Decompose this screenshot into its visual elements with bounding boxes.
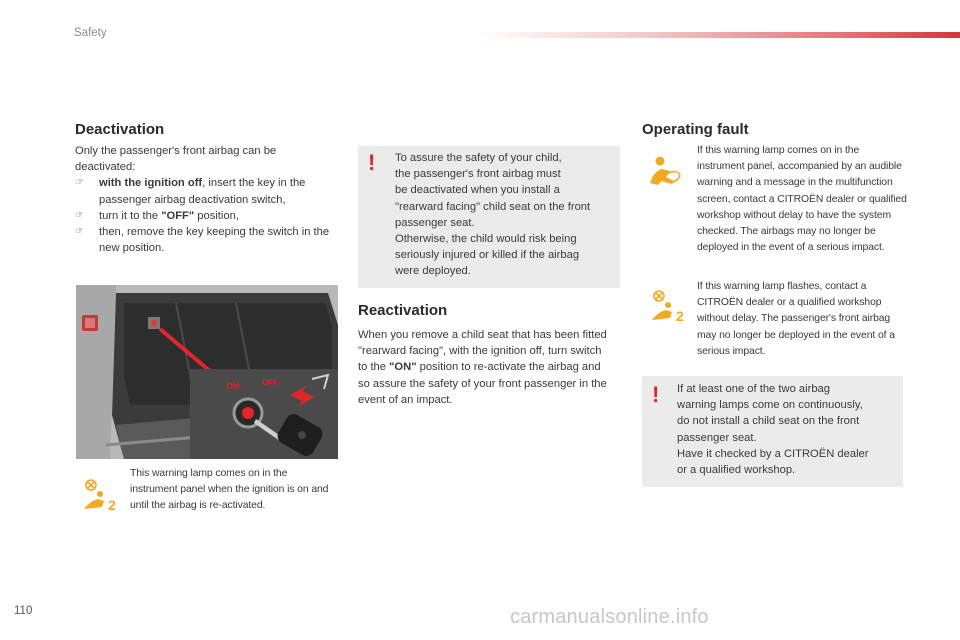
reactivation-body: When you remove a child seat that has been fitted "rearward facing", with the ignition off, turn switch to the "ON" position to re-activate the airbag and so assure the safety of your front passenger in the event of an impact. — [358, 329, 607, 406]
fault-lamp-note-2: If this warning lamp flashes, contact a CITROËN dealer or a qualified workshop without delay. The passenger's front airbag may no longer be deployed in the event of a serious impact. — [697, 281, 895, 357]
pointing-hand-icon: ☞ — [75, 209, 84, 221]
header-accent-bar — [478, 32, 960, 38]
svg-text:2: 2 — [676, 308, 684, 324]
airbag-off-warning-lamp-icon — [80, 479, 122, 513]
section-header: Safety — [74, 27, 107, 39]
pointing-hand-icon: ☞ — [75, 177, 84, 189]
fault-warning-text: If at least one of the two airbag warning lamps come on continuously, do not install a child seat on the front passenger seat. Have it checked by a CITROËN dealer or a qualified workshop. — [677, 383, 869, 477]
page-number: 110 — [14, 605, 33, 617]
airbag-off-warning-lamp-flashing-icon — [648, 290, 690, 324]
deactivation-intro: Only the passenger's front airbag can be deactivated: — [75, 145, 277, 174]
fault-warning-box — [642, 376, 903, 487]
watermark: carmanualsonline.info — [510, 606, 709, 628]
airbag-switch-illustration — [76, 285, 338, 459]
operating-fault-title: Operating fault — [642, 121, 749, 138]
deactivation-body — [75, 143, 337, 256]
deactivation-step-1: ☞ with the ignition off, insert the key in the passenger airbag deactivation switch, — [75, 177, 306, 206]
fault-lamp-note-1: If this warning lamp comes on in the instrument panel, accompanied by an audible warning and a message in the multifunction screen, contact a CITROËN dealer or qualified workshop without delay to have the system checked. The airbags may no longer be deployed in the event of a serious impact. — [697, 145, 907, 254]
deactivation-step-3: ☞ then, remove the key keeping the switch in the new position. — [75, 226, 330, 255]
reactivation-title: Reactivation — [358, 302, 448, 319]
airbag-fault-warning-lamp-icon — [648, 155, 682, 187]
svg-text:OFF: OFF — [262, 378, 278, 387]
child-seat-warning-text: To assure the safety of your child, the passenger's front airbag must be deactivated when you install a "rearward facing" child seat on the front passenger seat. Otherwise, the child would risk being seriously injured or killed if the airbag were deployed. — [395, 152, 591, 278]
deactivated-lamp-note: This warning lamp comes on in the instrument panel when the ignition is on and until the airbag is re-activated. — [130, 468, 329, 512]
warning-exclamation-icon: ! — [652, 382, 660, 407]
svg-text:ON: ON — [226, 381, 240, 391]
warning-exclamation-icon: ! — [368, 150, 376, 175]
pointing-hand-icon: ☞ — [75, 226, 84, 238]
deactivation-step-2: ☞ turn it to the "OFF" position, — [75, 208, 337, 224]
child-seat-warning-box — [358, 146, 620, 288]
deactivation-title: Deactivation — [75, 121, 165, 138]
svg-text:2: 2 — [108, 497, 116, 513]
